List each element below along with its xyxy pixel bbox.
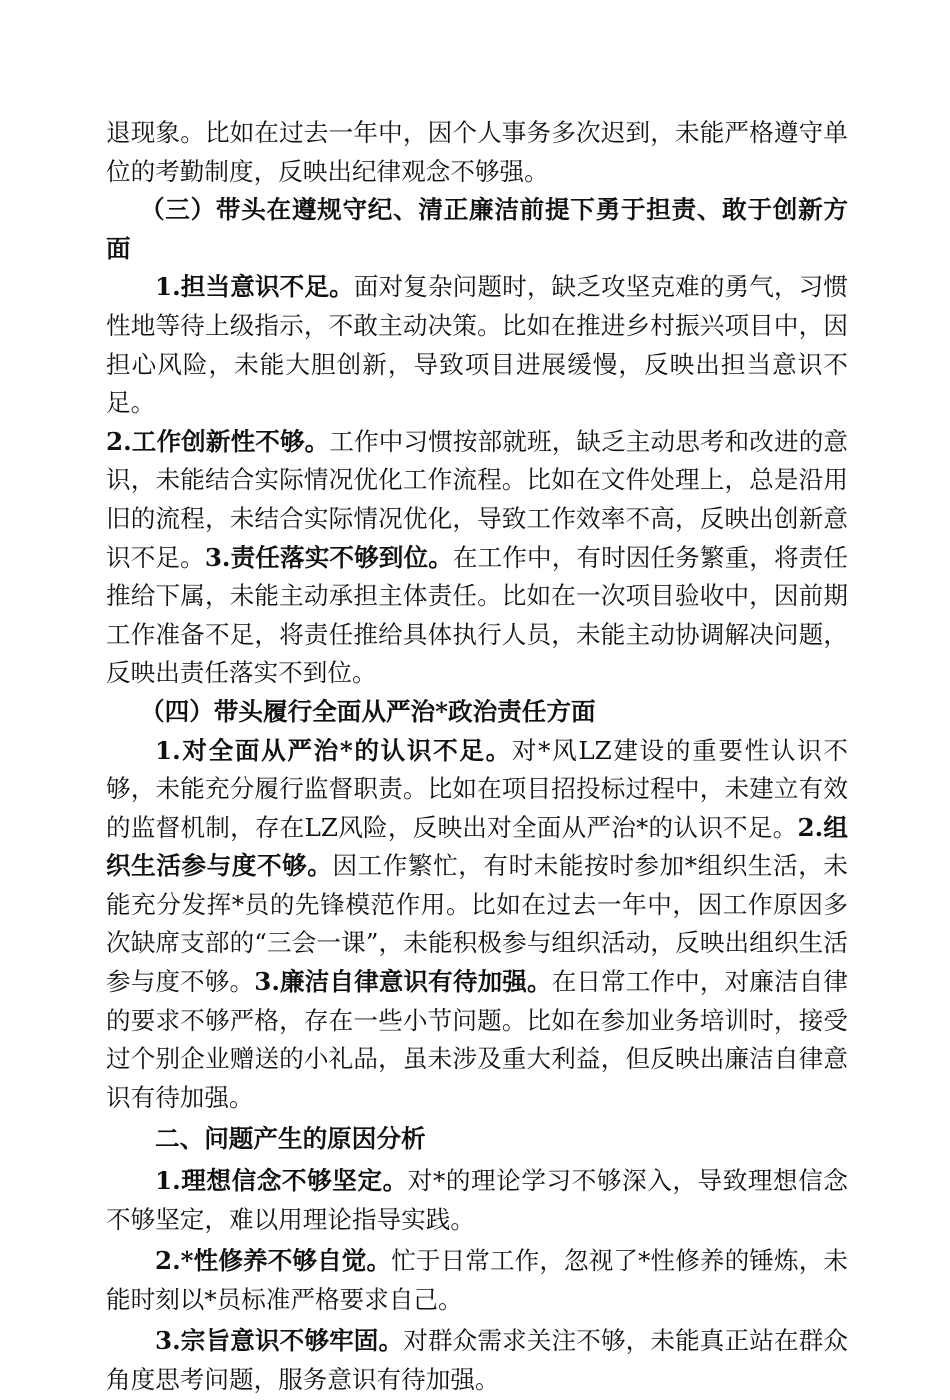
heading-text: （四）带头履行全面从严治*政治责任方面 bbox=[140, 696, 596, 726]
paragraph-text: 忙于日常工作，忽视了*性修养的锤炼，未能时刻以*员标准严格要求自己。 bbox=[106, 1246, 848, 1314]
section-heading-3 bbox=[106, 191, 848, 268]
paragraph-text: 工作中习惯按部就班，缺乏主动思考和改进的意识，未能结合实际情况优化工作流程。比如在文件处理上，总是沿用旧的流程，未结合实际情况优化，导致工作效率不高，反映出创新意识不足。 bbox=[106, 426, 848, 572]
paragraph-cause-3 bbox=[106, 1322, 848, 1399]
paragraph-text: 对*的理论学习不够深入，导致理想信念不够坚定，难以用理论指导实践。 bbox=[106, 1166, 848, 1234]
paragraph-lead: 3.廉洁自律意识有待加强。 bbox=[254, 967, 552, 997]
paragraph-discipline-continued bbox=[106, 114, 848, 191]
paragraph-responsibility-1 bbox=[106, 268, 848, 422]
document-page bbox=[106, 114, 848, 1400]
paragraph-lead: 1.担当意识不足。 bbox=[155, 272, 354, 302]
paragraph-lead: 2.*性修养不够自觉。 bbox=[155, 1246, 392, 1276]
paragraph-lead: 3.宗旨意识不够牢固。 bbox=[155, 1326, 404, 1356]
paragraph-lead: 3.责任落实不够到位。 bbox=[204, 542, 453, 572]
heading-text: 二、问题产生的原因分析 bbox=[155, 1124, 426, 1154]
paragraph-lead: 1.理想信念不够坚定。 bbox=[155, 1166, 408, 1196]
section-heading-causes bbox=[106, 1120, 848, 1159]
heading-text: （三）带头在遵规守纪、清正廉洁前提下勇于担责、敢于创新方面 bbox=[106, 195, 848, 263]
paragraph-text: 在工作中，有时因任务繁重，将责任推给下属，未能主动承担主体责任。比如在一次项目验收中，因前期工作准备不足，将责任推给具体执行人员，未能主动协调解决问题，反映出责任落实不到位。 bbox=[106, 542, 848, 688]
paragraph-text: 退现象。比如在过去一年中，因个人事务多次迟到，未能严格遵守单位的考勤制度，反映出纪律观念不够强。 bbox=[106, 118, 848, 186]
paragraph-lead: 2.工作创新性不够。 bbox=[106, 426, 330, 456]
paragraph-party-governance bbox=[106, 732, 848, 1118]
paragraph-lead: 1.对全面从严治*的认识不足。 bbox=[155, 735, 512, 765]
paragraph-text: 面对复杂问题时，缺乏攻坚克难的勇气，习惯性地等待上级指示，不敢主动决策。比如在推进乡村振兴项目中，因担心风险，未能大胆创新，导致项目进展缓慢，反映出担当意识不足。 bbox=[106, 272, 848, 418]
paragraph-text: 对*风LZ建设的重要性认识不够，未能充分履行监督职责。比如在项目招投标过程中，未建立有效的监督机制，存在LZ风险，反映出对全面从严治*的认识不足。 bbox=[106, 735, 848, 842]
paragraph-responsibility-2-3 bbox=[106, 423, 848, 693]
paragraph-cause-2 bbox=[106, 1242, 848, 1319]
paragraph-lead: 2.组织生活参与度不够。 bbox=[106, 812, 848, 881]
paragraph-text: 对群众需求关注不够，未能真正站在群众角度思考问题，服务意识有待加强。 bbox=[106, 1326, 848, 1394]
section-heading-4 bbox=[106, 693, 848, 732]
paragraph-cause-1 bbox=[106, 1162, 848, 1239]
paragraph-text: 在日常工作中，对廉洁自律的要求不够严格，存在一些小节问题。比如在参加业务培训时，接受过个别企业赠送的小礼品，虽未涉及重大利益，但反映出廉洁自律意识有待加强。 bbox=[106, 967, 848, 1112]
paragraph-text: 因工作繁忙，有时未能按时参加*组织生活，未能充分发挥*员的先锋模范作用。比如在过去一年中，因工作原因多次缺席支部的“三会一课”，未能积极参与组织活动，反映出组织生活参与度不够。 bbox=[106, 851, 848, 997]
